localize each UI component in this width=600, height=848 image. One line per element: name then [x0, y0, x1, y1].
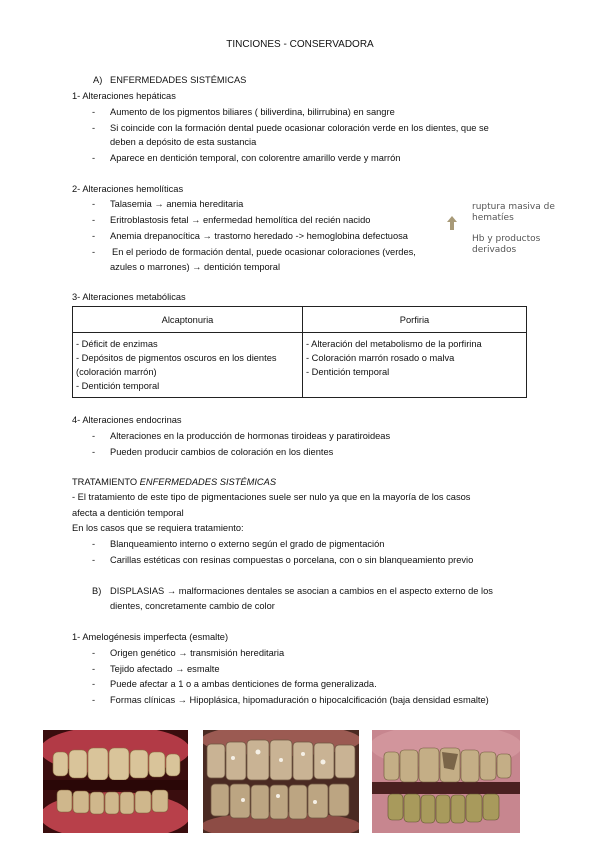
- tratamiento-heading: [72, 476, 276, 488]
- metabolic-table: [72, 306, 527, 398]
- cell-line: - Coloración marrón rosado o malva: [306, 353, 455, 363]
- metabolicas-heading: 3- Alteraciones metabólicas: [72, 292, 186, 302]
- handwritten-note: derivados: [472, 245, 517, 255]
- list-item: Talasemia → anemia hereditaria: [110, 199, 244, 209]
- list-item: Carillas estéticas con resinas compuestas o porcelana, con o sin blanqueamiento previo: [110, 555, 474, 565]
- list-item: Puede afectar a 1 o a ambas denticiones de forma generalizada.: [110, 679, 377, 689]
- table-cell-porfiria: [303, 333, 527, 398]
- section-b-line: dientes, concretamente cambio de color: [110, 601, 275, 611]
- bullet-dash: -: [92, 679, 96, 689]
- list-item: Formas clínicas → Hipoplásica, hipomaduración o hipocalcificación (baja densidad esmalte): [110, 695, 489, 705]
- paragraph-line: En los casos que se requiera tratamiento:: [72, 523, 244, 533]
- list-item: Anemia drepanocítica → trastorno heredado -> hemoglobina defectuosa: [110, 231, 408, 241]
- list-item-continuation: deben a depósito de esta sustancia: [110, 137, 257, 147]
- bullet-dash: -: [92, 447, 96, 457]
- list-item: En el periodo de formación dental, puede ocasionar coloraciones (verdes,: [112, 247, 416, 257]
- bullet-dash: -: [92, 247, 96, 257]
- bullet-dash: -: [92, 539, 96, 549]
- bullet-dash: -: [92, 215, 96, 225]
- list-item: Pueden producir cambios de coloración en los dientes: [110, 447, 334, 457]
- list-item: Aumento de los pigmentos biliares ( biliverdina, bilirrubina) en sangre: [110, 107, 395, 117]
- tratamiento-prefix: TRATAMIENTO: [72, 477, 138, 487]
- table-header-alcaptonuria: Alcaptonuria: [73, 307, 303, 333]
- bullet-dash: -: [92, 123, 96, 133]
- handwritten-note: Hb y productos: [472, 234, 541, 244]
- arrow-up-icon: [446, 215, 458, 231]
- cell-line: - Depósitos de pigmentos oscuros en los dientes: [76, 353, 277, 363]
- list-item: Aparece en dentición temporal, con colorentre amarillo verde y marrón: [110, 153, 401, 163]
- cell-line: - Alteración del metabolismo de la porfirina: [306, 339, 482, 349]
- list-item-continuation: azules o marrones) → dentición temporal: [110, 262, 281, 272]
- bullet-dash: -: [92, 107, 96, 117]
- teeth-photo-1: [43, 730, 188, 833]
- table-header-porfiria: Porfiria: [303, 307, 527, 333]
- tratamiento-heading-italic: ENFERMEDADES SISTÉMICAS: [139, 477, 277, 487]
- hepaticas-heading: 1- Alteraciones hepáticas: [72, 91, 176, 101]
- bullet-dash: -: [92, 695, 96, 705]
- cell-line: - Dentición temporal: [76, 381, 160, 391]
- bullet-dash: -: [92, 153, 96, 163]
- section-b-line: DISPLASIAS → malformaciones dentales se asocian a cambios en el aspecto externo de los: [110, 586, 493, 596]
- cell-line: (coloración marrón): [76, 367, 157, 377]
- bullet-dash: -: [92, 199, 96, 209]
- teeth-photo-3: [372, 730, 520, 833]
- list-item: Tejido afectado → esmalte: [110, 664, 220, 674]
- bullet-dash: -: [92, 664, 96, 674]
- bullet-dash: -: [92, 431, 96, 441]
- list-item: Si coincide con la formación dental puede ocasionar coloración verde en los dientes, que se: [110, 123, 489, 133]
- cell-line: - Dentición temporal: [306, 367, 390, 377]
- handwritten-note: ruptura masiva de: [472, 202, 555, 212]
- list-item: Origen genético → transmisión hereditaria: [110, 648, 285, 658]
- section-a-letter: A): [93, 75, 103, 85]
- page-title: TINCIONES - CONSERVADORA: [226, 39, 374, 50]
- list-item: Blanqueamiento interno o externo según el grado de pigmentación: [110, 539, 385, 549]
- handwritten-note: hematíes: [472, 213, 514, 223]
- section-b-letter: B): [92, 586, 102, 596]
- bullet-dash: -: [92, 648, 96, 658]
- amelogenesis-heading: 1- Amelogénesis imperfecta (esmalte): [72, 632, 229, 642]
- endocrinas-heading: 4- Alteraciones endocrinas: [72, 415, 182, 425]
- list-item: Eritroblastosis fetal → enfermedad hemolítica del recién nacido: [110, 215, 371, 225]
- table-cell-alcaptonuria: [73, 333, 303, 398]
- bullet-dash: -: [92, 555, 96, 565]
- paragraph-line: afecta a dentición temporal: [72, 508, 184, 518]
- list-item: Alteraciones en la producción de hormonas tiroideas y paratiroideas: [110, 431, 391, 441]
- cell-line: - Déficit de enzimas: [76, 339, 158, 349]
- paragraph-line: - El tratamiento de este tipo de pigmentaciones suele ser nulo ya que en la mayoría de los casos: [72, 492, 471, 502]
- teeth-photo-2: [203, 730, 359, 833]
- hemoliticas-heading: 2- Alteraciones hemolíticas: [72, 184, 184, 194]
- section-a-heading: ENFERMEDADES SISTÉMICAS: [110, 75, 247, 85]
- bullet-dash: -: [92, 231, 96, 241]
